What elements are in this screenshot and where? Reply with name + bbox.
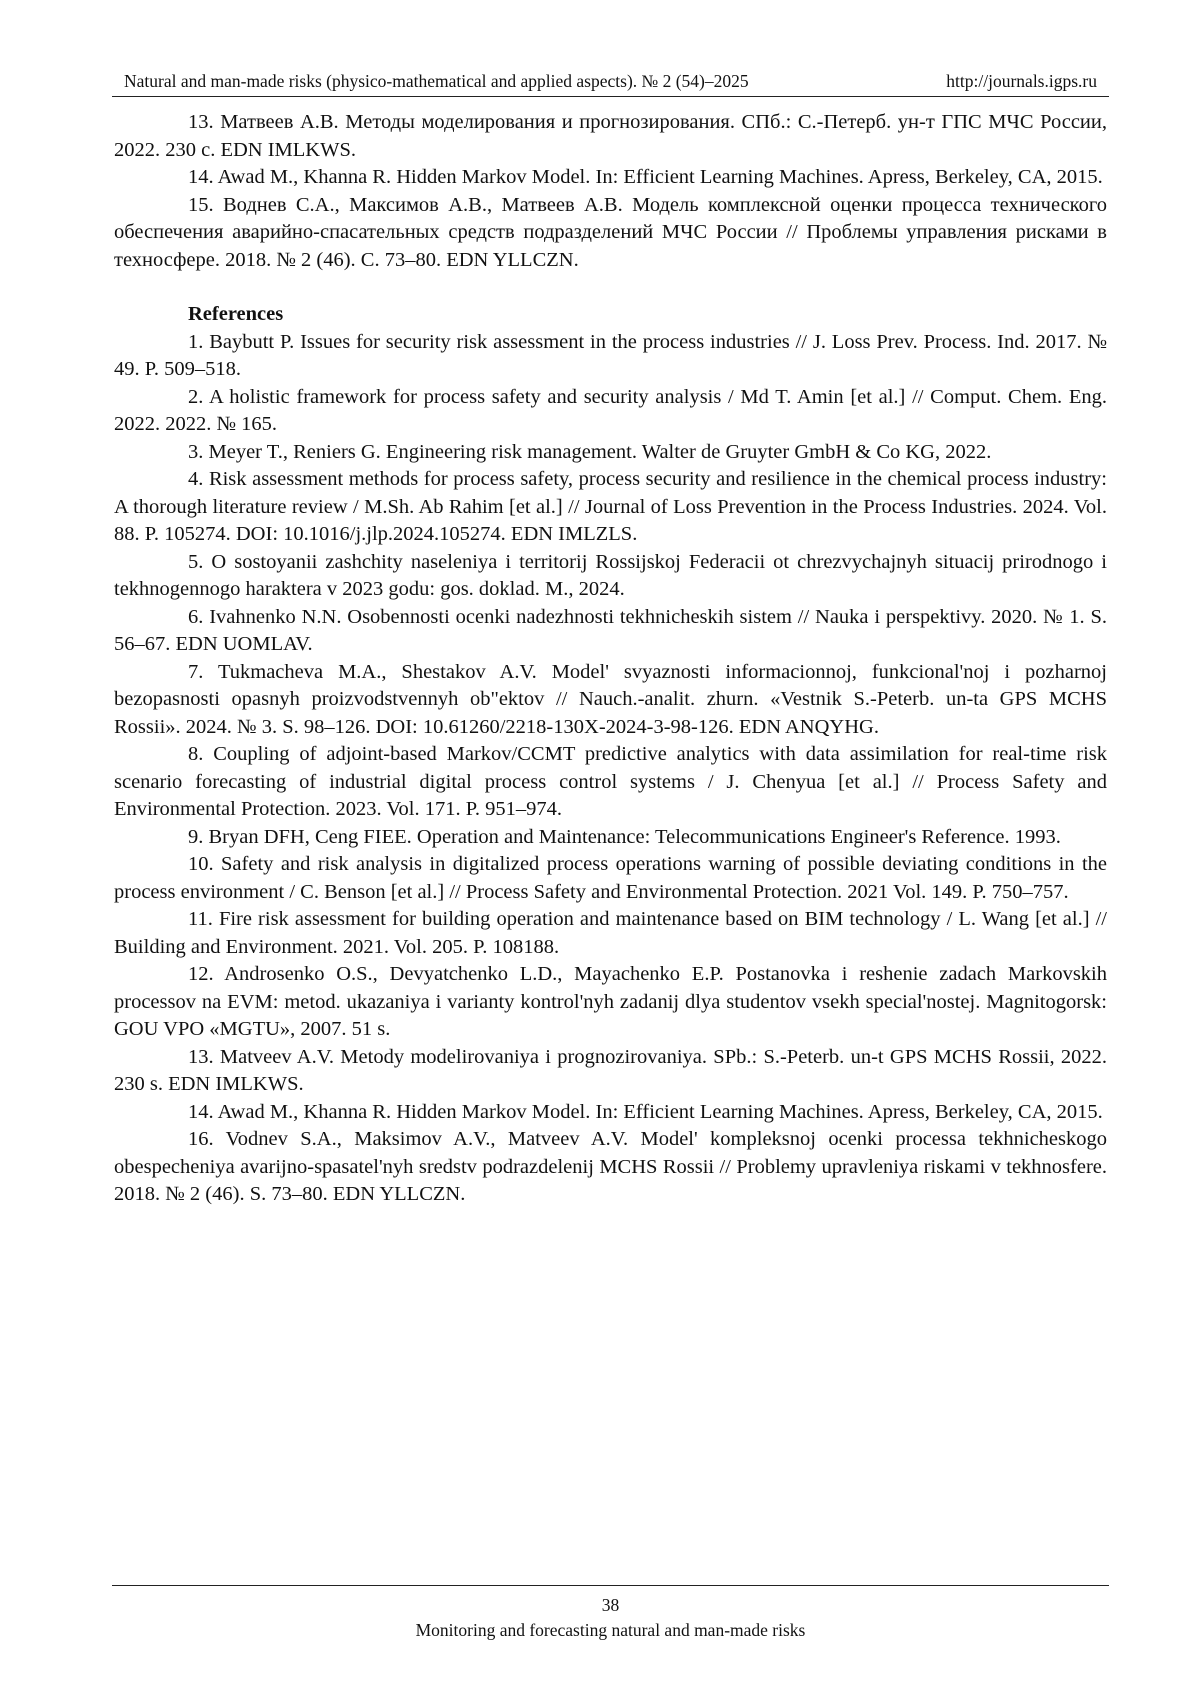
reference-6: 6. Ivahnenko N.N. Osobennosti ocenki nadezhnosti tekhnicheskih sistem // Nauka i perspektivy. 2020. № 1. S. 56–67. EDN UOMLAV.	[114, 604, 1107, 659]
section-spacer	[114, 274, 1107, 301]
reference-13: 13. Matveev A.V. Metody modelirovaniya i prognozirovaniya. SPb.: S.-Peterb. un-t GPS MCHS Rossii, 2022. 230 s. EDN IMLKWS.	[114, 1044, 1107, 1099]
reference-11: 11. Fire risk assessment for building operation and maintenance based on BIM technology / L. Wang [et al.] // Building and Environment. 2021. Vol. 205. P. 108188.	[114, 906, 1107, 961]
reference-3: 3. Meyer T., Reniers G. Engineering risk management. Walter de Gruyter GmbH & Co KG, 2022.	[114, 439, 1107, 467]
page-footer	[112, 1585, 1109, 1643]
page-number: 38	[112, 1593, 1109, 1617]
journal-title: Natural and man-made risks (physico-mathematical and applied aspects). № 2 (54)–2025	[124, 66, 749, 96]
reference-5: 5. O sostoyanii zashchity naseleniya i territorij Rossijskoj Federacii ot chrezvychajnyh situacij prirodnogo i tekhnogennogo haraktera v 2023 godu: gos. doklad. M., 2024.	[114, 549, 1107, 604]
reference-1: 1. Baybutt P. Issues for security risk assessment in the process industries // J. Loss Prev. Process. Ind. 2017. № 49. P. 509–518.	[114, 329, 1107, 384]
reference-9: 9. Bryan DFH, Ceng FIEE. Operation and Maintenance: Telecommunications Engineer's Reference. 1993.	[114, 824, 1107, 852]
reference-12: 12. Androsenko O.S., Devyatchenko L.D., Mayachenko E.P. Postanovka i reshenie zadach Markovskih processov na EVM: metod. ukazaniya i varianty kontrol'nyh zadanij dlya studentov vsekh special'nostej. Magnitogorsk: GOU VPO «MGTU», 2007. 51 s.	[114, 961, 1107, 1044]
reference-14: 14. Awad M., Khanna R. Hidden Markov Model. In: Efficient Learning Machines. Apress, Berkeley, CA, 2015.	[114, 1099, 1107, 1127]
reference-7: 7. Tukmacheva M.A., Shestakov A.V. Model' svyaznosti informacionnoj, funkcional'noj i pozharnoj bezopasnosti opasnyh proizvodstvennyh ob"ektov // Nauch.-analit. zhurn. «Vestnik S.-Peterb. un-ta GPS MCHS Rossii». 2024. № 3. S. 98–126. DOI: 10.61260/2218-130X-2024-3-98-126. EDN ANQYHG.	[114, 659, 1107, 742]
reference-2: 2. A holistic framework for process safety and security analysis / Md T. Amin [et al.] // Comput. Chem. Eng. 2022. 2022. № 165.	[114, 384, 1107, 439]
references-heading: References	[114, 301, 1107, 329]
reference-10: 10. Safety and risk analysis in digitalized process operations warning of possible deviating conditions in the process environment / C. Benson [et al.] // Process Safety and Environmental Protection. 2021 Vol. 149. P. 750–757.	[114, 851, 1107, 906]
reference-16: 16. Vodnev S.A., Maksimov A.V., Matveev A.V. Model' kompleksnoj ocenki processa tekhnicheskogo obespecheniya avarijno-spasatel'nyh sredstv podrazdelenij MCHS Rossii // Problemy upravleniya riskami v tekhnosfere. 2018. № 2 (46). S. 73–80. EDN YLLCZN.	[114, 1126, 1107, 1209]
russian-reference-13: 13. Матвеев А.В. Методы моделирования и прогнозирования. СПб.: С.-Петерб. ун-т ГПС МЧС России, 2022. 230 с. EDN IMLKWS.	[114, 109, 1107, 164]
russian-reference-15: 15. Воднев С.А., Максимов А.В., Матвеев А.В. Модель комплексной оценки процесса технического обеспечения аварийно-спасательных средств подразделений МЧС России // Проблемы управления рисками в техносфере. 2018. № 2 (46). С. 73–80. EDN YLLCZN.	[114, 192, 1107, 275]
page-header	[112, 66, 1109, 97]
russian-reference-14: 14. Awad M., Khanna R. Hidden Markov Model. In: Efficient Learning Machines. Apress, Berkeley, CA, 2015.	[114, 164, 1107, 192]
footer-caption: Monitoring and forecasting natural and man-made risks	[112, 1617, 1109, 1643]
reference-4: 4. Risk assessment methods for process safety, process security and resilience in the chemical process industry: A thorough literature review / M.Sh. Ab Rahim [et al.] // Journal of Loss Prevention in the Process Industries. 2024. Vol. 88. P. 105274. DOI: 10.1016/j.jlp.2024.105274. EDN IMLZLS.	[114, 466, 1107, 549]
journal-url: http://journals.igps.ru	[946, 66, 1097, 96]
reference-8: 8. Coupling of adjoint-based Markov/CCMT predictive analytics with data assimilation for real-time risk scenario forecasting of industrial digital process control systems / J. Chenyua [et al.] // Process Safety and Environmental Protection. 2023. Vol. 171. P. 951–974.	[114, 741, 1107, 824]
reference-content	[114, 109, 1107, 1209]
